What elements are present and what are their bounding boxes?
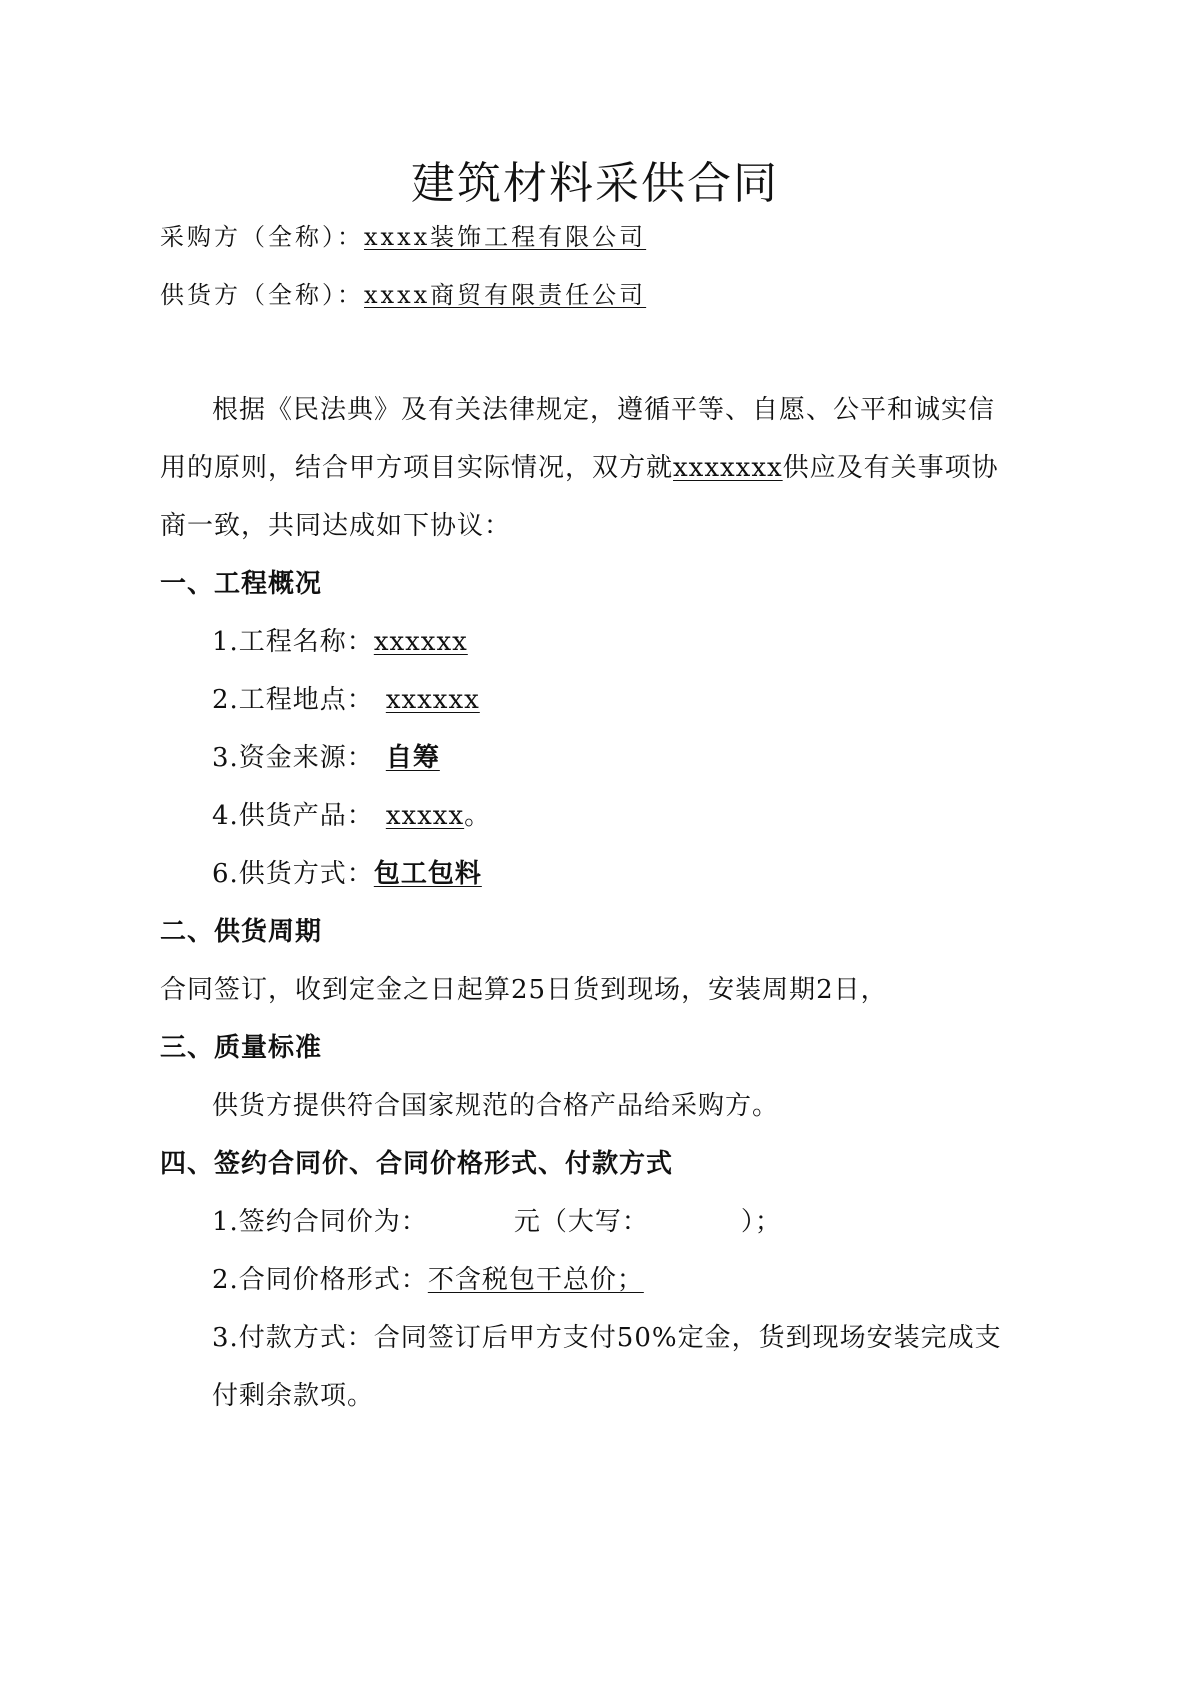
supply-period-text: 合同签订，收到定金之日起算25日货到现场，安装周期2日， (160, 975, 888, 1005)
supply-method-line: 6.供货方式：包工包料 (212, 859, 482, 889)
supply-product-value: xxxxx (385, 801, 465, 831)
supply-method-value: 包工包料 (373, 859, 482, 889)
price-form-value: 不含税包干总价； (427, 1265, 644, 1295)
section-heading-supply-period: 二、供货周期 (160, 917, 323, 947)
section-heading-overview: 一、工程概况 (160, 569, 323, 599)
section-heading-price-payment: 四、签约合同价、合同价格形式、付款方式 (160, 1149, 674, 1179)
supplier-label: 供货方（全称）： (160, 281, 364, 309)
project-location-value: xxxxxx (385, 685, 480, 715)
buyer-value: xxxx装饰工程有限公司 (364, 223, 647, 251)
supply-item-blank: xxxxxxx (673, 453, 783, 483)
buyer-line (160, 220, 672, 254)
document-title: 建筑材料采供合同 (411, 158, 779, 209)
project-name-value: xxxxxx (373, 627, 468, 657)
contract-price-line: 1.签约合同价为： 元（大写： ）； (212, 1207, 782, 1237)
intro-line-3: 商一致，共同达成如下协议： (160, 511, 512, 541)
intro-line-1: 根据《民法典》及有关法律规定，遵循平等、自愿、公平和诚实信 (212, 395, 996, 425)
supplier-line (160, 278, 686, 312)
section-heading-quality: 三、质量标准 (160, 1033, 323, 1063)
project-name-line: 1.工程名称：xxxxxx (212, 627, 468, 657)
supply-product-line: 4.供货产品： xxxxx。 (212, 801, 492, 831)
payment-method-line-1: 3.付款方式：合同签订后甲方支付50%定金，货到现场安装完成支 (212, 1323, 1002, 1353)
supplier-value: xxxx商贸有限责任公司 (364, 281, 647, 309)
price-form-line: 2.合同价格形式：不含税包干总价； (212, 1263, 654, 1297)
quality-text: 供货方提供符合国家规范的合格产品给采购方。 (212, 1091, 780, 1121)
project-location-line: 2.工程地点： xxxxxx (212, 685, 480, 715)
funding-source-value: 自筹 (385, 743, 440, 773)
funding-source-line: 3.资金来源： 自筹 (212, 741, 450, 775)
payment-method-line-2: 付剩余款项。 (212, 1381, 375, 1411)
intro-line-2: 用的原则，结合甲方项目实际情况，双方就xxxxxxx供应及有关事项协 (160, 453, 999, 483)
buyer-label: 采购方（全称）： (160, 223, 364, 251)
